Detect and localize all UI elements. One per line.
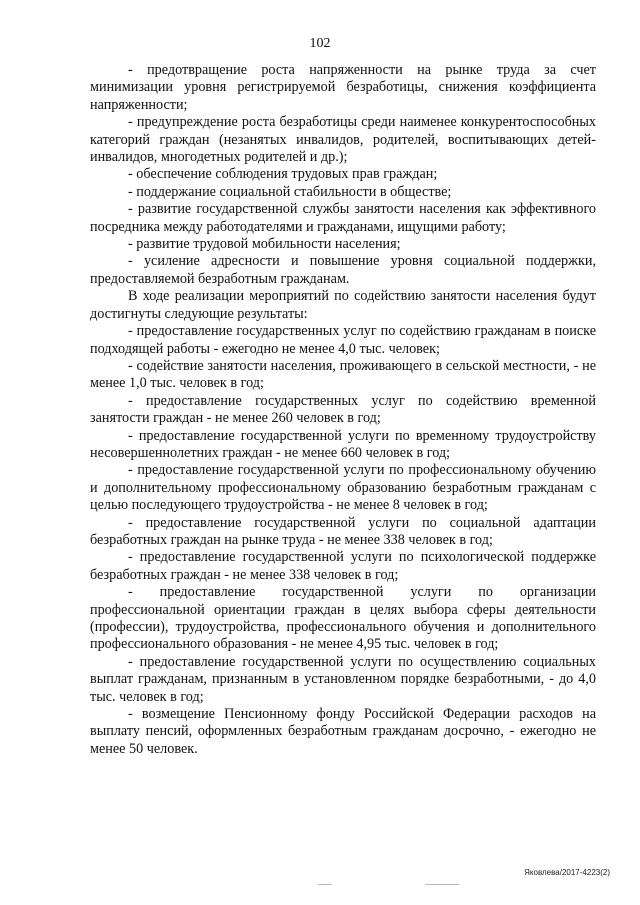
document-body [90,62,596,758]
paragraph: - поддержание социальной стабильности в обществе; [128,183,452,200]
scan-artifact [318,884,332,885]
paragraph: - предоставление государственных услуг по содействию временной занятости граждан - не менее 260 человек в год; [90,392,596,427]
paragraph: - предоставление государственной услуги по осуществлению социальных выплат гражданам, признанным в установленном порядке безработными, - до 4,0 тыс. человек в год; [90,653,596,705]
paragraph: - усиление адресности и повышение уровня социальной поддержки, предоставляемой безработным гражданам. [90,253,596,287]
paragraph: - обеспечение соблюдения трудовых прав граждан; [128,166,438,183]
paragraph: - предоставление государственных услуг по содействию гражданам в поиске подходящей работы - ежегодно не менее 4,0 тыс. человек; [90,323,596,357]
paragraph: - предотвращение роста напряженности на рынке труда за счет минимизации уровня регистрируемой безработицы, снижения коэффициента напряженности; [90,62,596,113]
paragraph: - предоставление государственной услуги по социальной адаптации безработных граждан на рынке труда - не менее 338 человек в год; [90,514,596,548]
footer-code: Яковлева/2017-4223(2) [524,868,610,877]
paragraph: - предоставление государственной услуги по организации профессиональной ориентации граждан в целях выбора сферы деятельности (профессии), трудоустройства, профессионального обучения и дополнительного профессионального образования - не менее 4,95 тыс. человек в год; [90,584,596,653]
scan-artifact [425,884,459,885]
paragraph: - предоставление государственной услуги по профессиональному обучению и дополнительному профессиональному образованию безработным гражданам с целью последующего трудоустройства - не менее 8 человек в год; [90,462,596,514]
paragraph: - предупреждение роста безработицы среди наименее конкурентоспособных категорий граждан (незанятых инвалидов, родителей, воспитывающих детей-инвалидов, многодетных родителей и др.); [90,114,596,166]
paragraph: - развитие государственной службы занятости населения как эффективного посредника между работодателями и гражданами, ищущими работу; [90,201,596,235]
paragraph: - предоставление государственной услуги по психологической поддержке безработных граждан - не менее 338 человек в год; [90,549,596,583]
paragraph: - содействие занятости населения, проживающего в сельской местности, - не менее 1,0 тыс. человек в год; [90,357,596,392]
paragraph: - предоставление государственной услуги по временному трудоустройству несовершеннолетних граждан - не менее 660 человек в год; [90,427,596,461]
paragraph: - возмещение Пенсионному фонду Российской Федерации расходов на выплату пенсий, оформленных безработным гражданам досрочно, - ежегодно не менее 50 человек. [90,706,596,757]
page-number: 102 [309,36,331,51]
paragraph: - развитие трудовой мобильности населения; [128,236,401,253]
paragraph: В ходе реализации мероприятий по содействию занятости населения будут достигнуты следующие результаты: [90,288,596,322]
